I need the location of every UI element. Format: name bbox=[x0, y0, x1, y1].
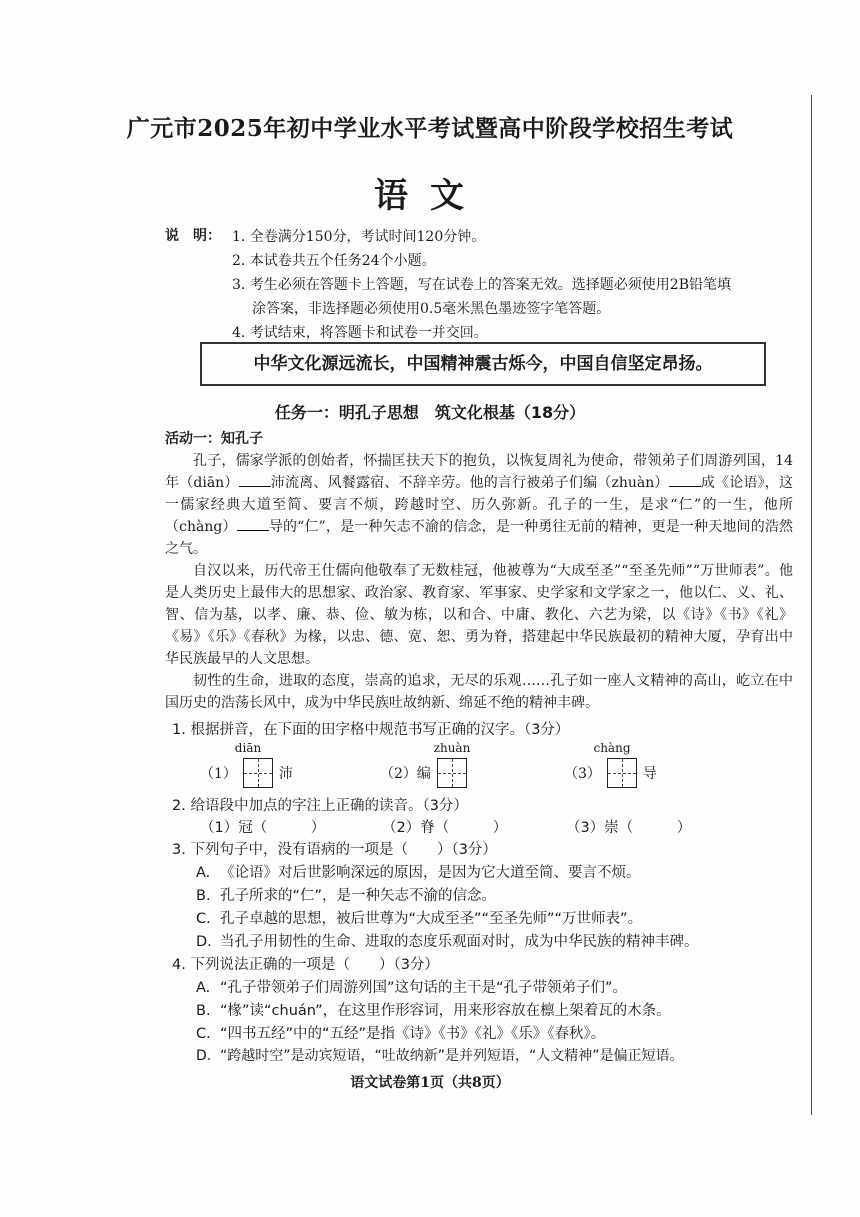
q4-option-c[interactable]: C. “四书五经”中的“五经”是指《诗》《书》《礼》《乐》《春秋》。 bbox=[196, 1026, 606, 1042]
tianzige-box[interactable] bbox=[243, 758, 273, 788]
tianzige-box[interactable] bbox=[437, 758, 467, 788]
page-footer: 语文试卷第1页（共8页） bbox=[350, 1075, 510, 1091]
q3-option-c[interactable]: C. 孔子卓越的思想，被后世尊为“大成至圣”“至圣先师”“万世师表”。 bbox=[196, 911, 643, 927]
activity-heading: 活动一：知孔子 bbox=[165, 431, 263, 447]
tianzige-box[interactable] bbox=[607, 758, 637, 788]
q3-option-b[interactable]: B. 孔子所求的“仁”，是一种矢志不渝的信念。 bbox=[196, 888, 497, 904]
task-heading: 任务一：明孔子思想 筑文化根基（18分） bbox=[274, 403, 586, 422]
note-item: 2. 本试卷共五个任务24个小题。 bbox=[232, 253, 436, 269]
q4-option-b[interactable]: B. “椽”读“chuán”，在这里作形容词，用来形容放在檩上架着瓦的木条。 bbox=[196, 1003, 671, 1019]
q2-item[interactable]: （1）冠（ ） bbox=[200, 820, 326, 836]
answer-blank[interactable] bbox=[237, 516, 269, 531]
passage-paragraph: 自汉以来，历代帝王仕儒向他敬奉了无数桂冠，他被尊为“大成至圣”“至圣先师”“万世师表”。他是人类历史上最伟大的思想家、政治家、教育家、军事家、史学家和文学家之一，他以仁、义、礼、智、信为基，以孝、廉、恭、俭、敏为栋，以和合、中庸、教化、六艺为梁，以《诗》《书》《礼》《易》《乐》《春秋》为椽，以忠、德、宽、恕、勇为脊，搭建起中华民族最初的精神大厦，孕育出中华民族最早的人文思想。 bbox=[165, 563, 793, 667]
reading-passage bbox=[165, 450, 793, 714]
passage-paragraph: 韧性的生命，进取的态度，崇高的追求，无尽的乐观……孔子如一座人文精神的高山，屹立在中国历史的浩荡长风中，成为中华民族吐故纳新、绵延不绝的精神丰碑。 bbox=[165, 673, 793, 711]
notes-label: 说 明： bbox=[165, 228, 221, 244]
q1-item-2: （2）编 bbox=[380, 758, 473, 788]
question-3: 3. 下列句子中，没有语病的一项是（ ）（3分） bbox=[172, 842, 497, 858]
exam-title: 广元市2025年初中学业水平考试暨高中阶段学校招生考试 bbox=[126, 115, 734, 142]
pinyin-label: diān bbox=[234, 741, 262, 755]
note-item: 3. 考生必须在答题卡上答题，写在试卷上的答案无效。选择题必须使用2B铅笔填 bbox=[232, 277, 732, 293]
q2-item[interactable]: （2）脊（ ） bbox=[382, 820, 508, 836]
answer-blank[interactable] bbox=[669, 472, 701, 487]
notes-list bbox=[232, 225, 772, 345]
q4-option-d[interactable]: D. “跨越时空”是动宾短语，“吐故纳新”是并列短语，“人文精神”是偏正短语。 bbox=[196, 1048, 684, 1064]
passage-paragraph: 孔子，儒家学派的创始者，怀揣匡扶天下的抱负，以恢复周礼为使命，带领弟子们周游列国，14年（diān） 沛流离、风餐露宿、不辞辛劳。他的言行被弟子们编（zhuàn） 成《论语》，这一儒家经典大道至简、要言不烦，跨越时空、历久弥新。孔子的一生，是求“仁”的一生，他所（chàng） 导的“仁”，是一种矢志不渝的信念，是一种勇往无前的精神，更是一种天地间的浩然之气。 bbox=[165, 453, 794, 557]
question-4: 4. 下列说法正确的一项是（ ）（3分） bbox=[172, 957, 439, 973]
answer-blank[interactable] bbox=[239, 472, 271, 487]
subject-title: 语文 bbox=[374, 176, 486, 216]
note-item: 1. 全卷满分150分，考试时间120分钟。 bbox=[232, 229, 486, 245]
q3-option-a[interactable]: A. 《论语》对后世影响深远的原因，是因为它大道至简、要言不烦。 bbox=[196, 865, 641, 881]
q3-option-d[interactable]: D. 当孔子用韧性的生命、进取的态度乐观面对时，成为中华民族的精神丰碑。 bbox=[196, 934, 699, 950]
q2-item[interactable]: （3）崇（ ） bbox=[566, 820, 692, 836]
question-1: 1. 根据拼音，在下面的田字格中规范书写正确的汉字。（3分） bbox=[172, 722, 570, 738]
q1-item-1: （1） 沛 bbox=[200, 758, 293, 788]
pinyin-label: zhuàn bbox=[433, 741, 471, 755]
note-item: 涂答案，非选择题必须使用0.5毫米黑色墨迹签字笔答题。 bbox=[252, 301, 611, 317]
pinyin-label: chàng bbox=[593, 741, 631, 755]
q1-item-3: （3） 导 bbox=[564, 758, 657, 788]
note-item: 4. 考试结束，将答题卡和试卷一并交回。 bbox=[232, 325, 488, 341]
page-edge-rule bbox=[811, 95, 812, 1115]
question-2: 2. 给语段中加点的字注上正确的读音。（3分） bbox=[172, 798, 468, 814]
q4-option-a[interactable]: A. “孔子带领弟子们周游列国”这句话的主干是“孔子带领弟子们”。 bbox=[196, 980, 628, 996]
theme-banner: 中华文化源远流长，中国精神震古烁今，中国自信坚定昂扬。 bbox=[200, 342, 766, 386]
